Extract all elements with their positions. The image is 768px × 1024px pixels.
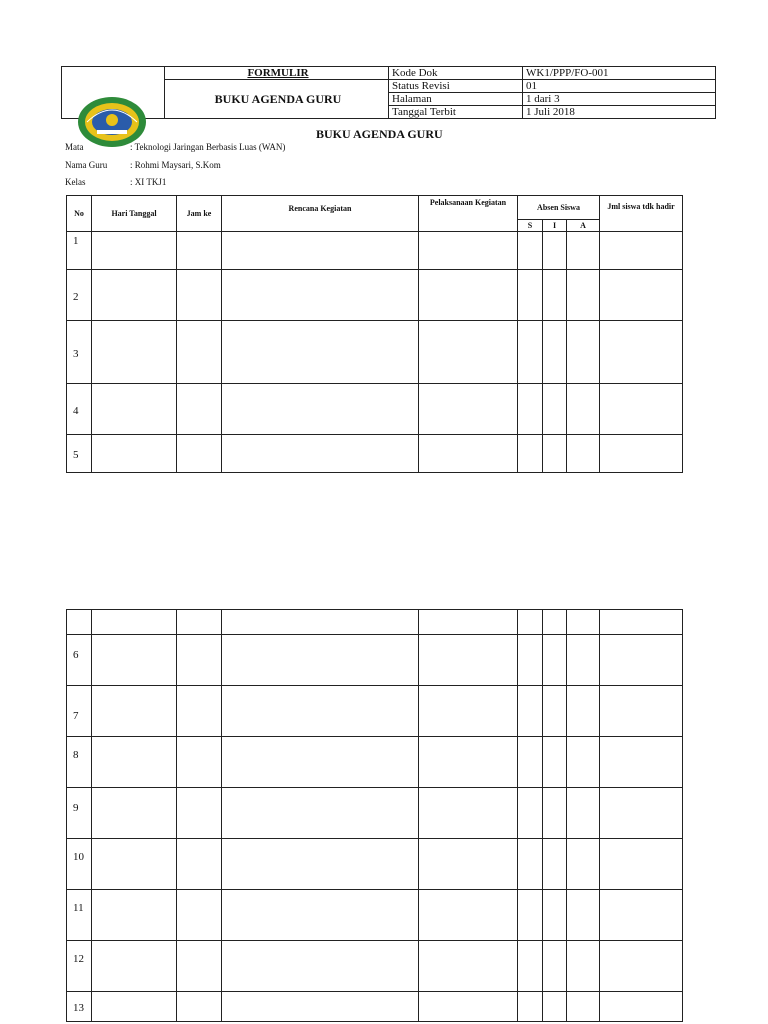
table-row xyxy=(67,435,683,473)
col-absen-header: Absen Siswa xyxy=(518,196,600,220)
page-title: BUKU AGENDA GURU xyxy=(316,127,443,141)
row-number: 10 xyxy=(67,839,92,890)
table-row xyxy=(67,321,683,384)
field-label: Tanggal Terbit xyxy=(389,106,523,119)
table-row xyxy=(67,839,683,890)
row-number: 4 xyxy=(67,384,92,435)
col-jml-header: Jml siswa tdk hadir xyxy=(600,196,683,232)
row-number: 1 xyxy=(67,232,92,270)
agenda-table-page1 xyxy=(66,195,683,473)
col-jam-header: Jam ke xyxy=(177,196,222,232)
table-row xyxy=(67,686,683,737)
col-rencana-header: Rencana Kegiatan xyxy=(222,196,419,232)
row-number: 7 xyxy=(67,686,92,737)
row-number: 2 xyxy=(67,270,92,321)
table-row xyxy=(67,788,683,839)
row-number: 8 xyxy=(67,737,92,788)
row-number: 3 xyxy=(67,321,92,384)
row-number: 12 xyxy=(67,941,92,992)
table-row xyxy=(67,992,683,1022)
school-logo-icon xyxy=(77,96,147,148)
col-hari-header: Hari Tanggal xyxy=(92,196,177,232)
guru-label: Nama Guru xyxy=(65,160,108,170)
table-header-row-empty xyxy=(67,610,683,635)
formulir-label: FORMULIR xyxy=(165,67,389,80)
col-i-header: I xyxy=(543,220,567,232)
kelas-value: : XI TKJ1 xyxy=(130,177,167,187)
row-number: 5 xyxy=(67,435,92,473)
table-row xyxy=(67,941,683,992)
row-number: 11 xyxy=(67,890,92,941)
row-number: 13 xyxy=(67,992,92,1022)
col-pelaksanaan-header: Pelaksanaan Kegiatan xyxy=(419,196,518,232)
mapel-value: : Teknologi Jaringan Berbasis Luas (WAN) xyxy=(130,142,286,152)
table-row xyxy=(67,635,683,686)
col-no-header: No xyxy=(67,196,92,232)
col-s-header: S xyxy=(518,220,543,232)
table-row xyxy=(67,270,683,321)
guru-value: : Rohmi Maysari, S.Kom xyxy=(130,160,221,170)
table-row xyxy=(67,890,683,941)
field-value: 1 Juli 2018 xyxy=(523,106,716,119)
field-value: WK1/PPP/FO-001 xyxy=(523,67,716,80)
agenda-table-page2 xyxy=(66,609,683,1022)
row-number: 6 xyxy=(67,635,92,686)
doc-header-table xyxy=(61,66,716,119)
field-value: 01 xyxy=(523,80,716,93)
field-label: Status Revisi xyxy=(389,80,523,93)
row-number: 9 xyxy=(67,788,92,839)
field-value: 1 dari 3 xyxy=(523,93,716,106)
field-label: Kode Dok xyxy=(389,67,523,80)
col-a-header: A xyxy=(567,220,600,232)
doc-title: BUKU AGENDA GURU xyxy=(165,80,389,119)
table-row xyxy=(67,232,683,270)
table-row xyxy=(67,737,683,788)
mapel-label: Mata xyxy=(65,142,84,152)
table-row xyxy=(67,384,683,435)
field-label: Halaman xyxy=(389,93,523,106)
kelas-label: Kelas xyxy=(65,177,86,187)
